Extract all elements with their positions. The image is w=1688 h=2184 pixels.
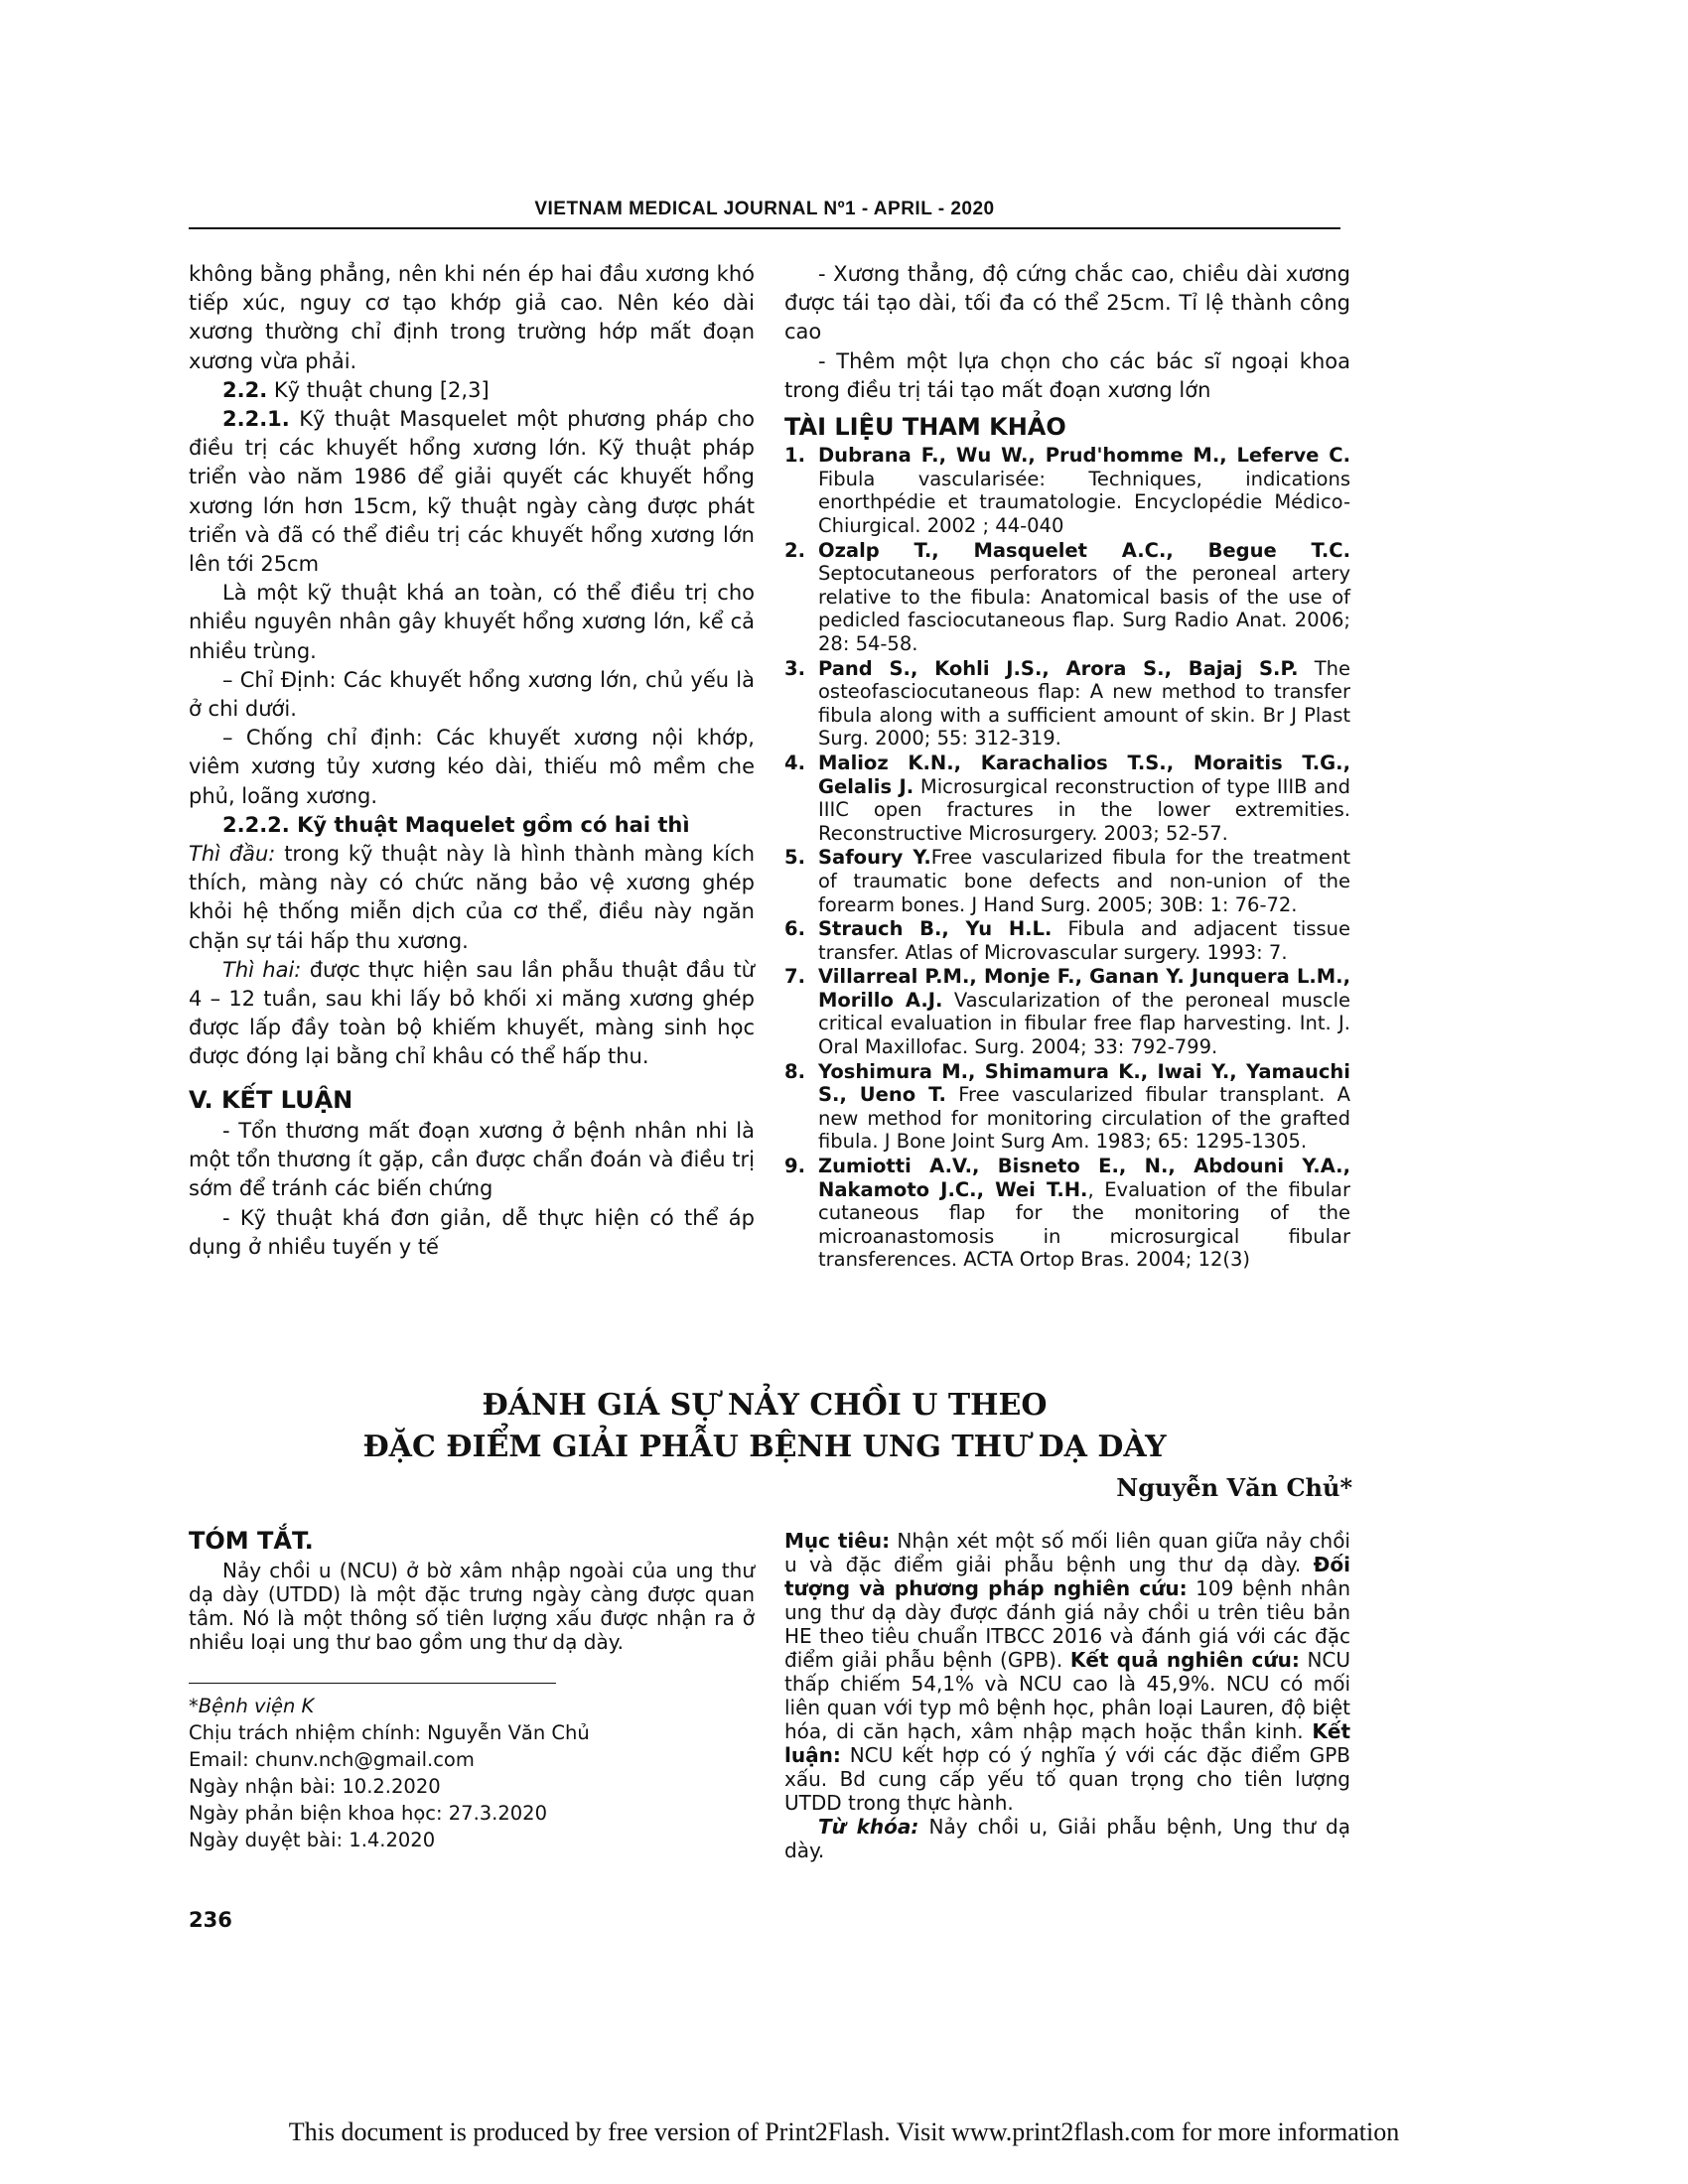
reference-authors: Malioz K.N., Karachalios T.S., Moraitis T.G., Gelalis J. (818, 751, 1350, 798)
reference-text: Fibula vascularisée: Techniques, indications enorthpédie et traumatologie. Encyclopédie Médico-Chiurgical. 2002 ; 44-040 (818, 467, 1350, 537)
reference-authors: Villarreal P.M., Monje F., Ganan Y. Junquera L.M., Morillo A.J. (818, 965, 1350, 1012)
subsection-heading (189, 376, 755, 405)
reference-text: The osteofasciocutaneous flap: A new method to transfer fibula along with a sufficient amount of skin. Br J Plast Surg. 2000; 55: 312-319. (818, 656, 1350, 751)
footnote-affiliation: *Bệnh viện K (189, 1695, 315, 1717)
footnote-approved: Ngày duyệt bài: 1.4.2020 (189, 1829, 436, 1851)
right-column (784, 260, 1350, 1273)
reference-authors: Yoshimura M., Shimamura K., Iwai Y., Yamauchi S., Ueno T. (818, 1059, 1350, 1107)
reference-number: 1. (784, 444, 805, 468)
reference-number: 2. (784, 538, 805, 562)
reference-item (784, 846, 1350, 916)
abstract-intro: Nảy chồi u (NCU) ở bờ xâm nhập ngoài của ung thư dạ dày (UTDD) là một đặc trưng ngày càng được quan tâm. Nó là một thông số tiên lượng xấu được nhận ra ở nhiều loại ung thư bao gồm ung thư dạ dày. (189, 1559, 755, 1654)
reference-number: 8. (784, 1059, 805, 1083)
abstract-right (784, 1529, 1350, 1862)
reference-item (784, 657, 1350, 751)
paragraph-label: Thì đầu: (189, 842, 276, 867)
reference-text: Microsurgical reconstruction of type IIIB and IIIC open fractures in the lower extremities. Reconstructive Microsurgery. 2003; 52-57. (818, 774, 1350, 845)
article-title-line: ĐÁNH GIÁ SỰ NẢY CHỒI U THEO (482, 1388, 1048, 1423)
article-title (189, 1385, 1340, 1468)
paragraph: - Kỹ thuật khá đơn giản, dễ thực hiện có thể áp dụng ở nhiều tuyến y tế (189, 1205, 755, 1259)
paragraph: - Xương thẳng, độ cứng chắc cao, chiều dài xương được tái tạo dài, tối đa có thể 25cm. Tỉ lệ thành công cao (784, 262, 1350, 344)
abstract-text: Nhận xét một số mối liên quan giữa nảy chồi u và đặc điểm giải phẫu bệnh ung thư dạ dày. (784, 1529, 1350, 1576)
paragraph (189, 405, 755, 579)
paragraph: – Chỉ Định: Các khuyết hổng xương lớn, chủ yếu là ở chi dưới. (189, 667, 755, 722)
abstract-heading: TÓM TẮT. (189, 1527, 314, 1555)
footnote-reviewed: Ngày phản biện khoa học: 27.3.2020 (189, 1802, 547, 1825)
abstract-label: Mục tiêu: (784, 1529, 891, 1553)
abstract-body (784, 1529, 1350, 1815)
reference-text: Septocutaneous perforators of the peroneal artery relative to the fibula: Anatomical basis of the use of pedicled fasciocutaneous flap. Surg Radio Anat. 2006; 28: 54-58. (818, 562, 1350, 655)
reference-text: Vascularization of the peroneal muscle critical evaluation in fibular free flap harvesting. Int. J. Oral Maxillofac. Surg. 2004; 33: 792-799. (818, 988, 1350, 1059)
reference-authors: Dubrana F., Wu W., Prud'homme M., Leferve C. (818, 444, 1350, 468)
abstract-text: NCU thấp chiếm 54,1% và NCU cao là 45,9%. NCU có mối liên quan với typ mô bệnh học, phân loại Lauren, độ biệt hóa, di căn hạch, xâm nhập mạch hoặc thần kinh. (784, 1648, 1351, 1743)
abstract-keywords (784, 1815, 1350, 1862)
reference-number: 4. (784, 751, 805, 774)
reference-authors: Pand S., Kohli J.S., Arora S., Bajaj S.P. (818, 656, 1299, 680)
reference-authors: Safoury Y. (818, 846, 931, 870)
reference-text: Fibula and adjacent tissue transfer. Atlas of Microvascular surgery. 1993: 7. (818, 917, 1350, 964)
keywords-text: Nảy chồi u, Giải phẫu bệnh, Ung thư dạ dày. (784, 1815, 1350, 1862)
article-author: Nguyễn Văn Chủ* (1116, 1473, 1352, 1502)
abstract-label: Đối tượng và phương pháp nghiên cứu: (784, 1553, 1351, 1600)
reference-item (784, 1155, 1350, 1272)
reference-authors: Strauch B., Yu H.L. (818, 917, 1053, 941)
subsection-number: 2.2.1. (222, 407, 290, 432)
paragraph: không bằng phẳng, nên khi nén ép hai đầu xương khó tiếp xúc, nguy cơ tạo khớp giả cao. Nên kéo dài xương thường chỉ định trong trường hớp mất đoạn xương vừa phải. (189, 262, 755, 373)
paragraph-text: trong kỹ thuật này là hình thành màng kích thích, màng này có chức năng bảo vệ xương ghép khỏi hệ thống miễn dịch của cơ thể, điều này ngăn chặn sự tái hấp thu xương. (189, 842, 755, 953)
paragraph: - Thêm một lựa chọn cho các bác sĩ ngoại khoa trong điều trị tái tạo mất đoạn xương lớn (784, 348, 1350, 402)
page-number: 236 (189, 1908, 232, 1932)
section-heading: V. KẾT LUẬN (189, 1085, 353, 1114)
subsection-title: Kỹ thuật chung [2,3] (273, 377, 490, 402)
paragraph: – Chống chỉ định: Các khuyết xương nội khớp, viêm xương tủy xương kéo dài, thiếu mô mềm che phủ, loãng xương. (189, 726, 755, 808)
paragraph: - Tổn thương mất đoạn xương ở bệnh nhân nhi là một tổn thương ít gặp, cần được chẩn đoán và điều trị sớm để tránh các biến chứng (189, 1118, 755, 1201)
footnote (189, 1693, 755, 1853)
reference-item (784, 965, 1350, 1058)
references-heading: TÀI LIỆU THAM KHẢO (784, 413, 1066, 442)
article-title-line: ĐẶC ĐIỂM GIẢI PHẪU BỆNH UNG THƯ DẠ DÀY (362, 1430, 1167, 1464)
header-rule (189, 227, 1340, 229)
reference-item (784, 539, 1350, 656)
abstract-text: NCU kết hợp có ý nghĩa ý với các đặc điểm GPB xấu. Bd cung cấp yếu tố quan trọng cho tiên lượng UTDD trong thực hành. (784, 1743, 1350, 1815)
journal-running-header: VIETNAM MEDICAL JOURNAL Nº1 - APRIL - 2020 (534, 199, 995, 219)
abstract-text: 109 bệnh nhân ung thư dạ dày được đánh giá nảy chồi u trên tiêu bản HE theo tiêu chuẩn ITBCC 2016 và đánh giá với các đặc điểm giải phẫu bệnh (GPB). (784, 1576, 1350, 1672)
reference-number: 7. (784, 965, 805, 989)
reference-authors: Ozalp T., Masquelet A.C., Begue T.C. (818, 538, 1350, 562)
subsection-number: 2.2. (222, 377, 268, 402)
reference-number: 6. (784, 917, 805, 941)
left-column (189, 260, 755, 1262)
footnote-rule (189, 1683, 556, 1684)
reference-text: Free vascularized fibular transplant. A new method for monitoring circulation of the grafted fibula. J Bone Joint Surg Am. 1983; 65: 1295-1305. (818, 1083, 1350, 1154)
paragraph (189, 956, 755, 1072)
reference-item (784, 1060, 1350, 1154)
keywords-label: Từ khóa: (818, 1815, 919, 1839)
reference-text: , Evaluation of the fibular cutaneous flap for the monitoring of the microanastomosis in microsurgical fibular transferences. ACTA Ortop Bras. 2004; 12(3) (818, 1177, 1350, 1272)
footnote-responsible: Chịu trách nhiệm chính: Nguyễn Văn Chủ (189, 1721, 590, 1744)
reference-item (784, 751, 1350, 845)
reference-number: 3. (784, 656, 805, 680)
print2flash-banner: This document is produced by free version of Print2Flash. Visit www.print2flash.com for more information (288, 2117, 1400, 2146)
abstract-label: Kết quả nghiên cứu: (1069, 1648, 1300, 1672)
footnote-email: Email: chunv.nch@gmail.com (189, 1748, 475, 1771)
reference-item (784, 444, 1350, 537)
footnote-received: Ngày nhận bài: 10.2.2020 (189, 1775, 441, 1798)
reference-item (784, 917, 1350, 964)
subsection-heading: 2.2.2. Kỹ thuật Maquelet gồm có hai thì (222, 812, 690, 837)
paragraph-text: được thực hiện sau lần phẫu thuật đầu từ 4 – 12 tuần, sau khi lấy bỏ khối xi măng xương ghép được lấp đầy toàn bộ khiếm khuyết, màng sinh học được đóng lại bằng chỉ khâu có thể hấp thu. (189, 957, 755, 1069)
paragraph (189, 840, 755, 956)
paragraph-label: Thì hai: (222, 957, 302, 982)
abstract-label: Kết luận: (784, 1719, 1350, 1767)
reference-list (784, 444, 1350, 1272)
reference-authors: Zumiotti A.V., Bisneto E., N., Abdouni Y.A., Nakamoto J.C., Wei T.H. (818, 1155, 1350, 1201)
abstract-left (189, 1529, 755, 1654)
reference-number: 9. (784, 1155, 805, 1178)
paragraph-text: Kỹ thuật Masquelet một phương pháp cho điều trị các khuyết hổng xương lớn. Kỹ thuật pháp triển vào năm 1986 để giải quyết các khuyết hổng xương lớn hơn 15cm, kỹ thuật ngày càng được phát triển và đã có thể điều trị các khuyết hổng xương lớn lên tới 25cm (189, 407, 755, 577)
reference-number: 5. (784, 846, 805, 870)
reference-text: Free vascularized fibula for the treatment of traumatic bone defects and non-union of the forearm bones. J Hand Surg. 2005; 30B: 1: 76-72. (818, 846, 1350, 916)
paragraph: Là một kỹ thuật khá an toàn, có thể điều trị cho nhiều nguyên nhân gây khuyết hổng xương lớn, kể cả nhiều trùng. (189, 581, 755, 663)
